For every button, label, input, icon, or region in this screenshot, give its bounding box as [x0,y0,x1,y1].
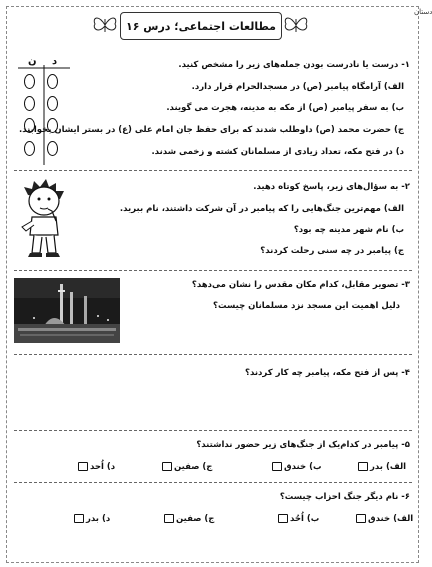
q5-option-d-label: د) اُحد [90,462,116,472]
false-circle-b[interactable] [24,96,35,111]
q5-option-c-label: ج) صفین [174,462,213,472]
section-divider [14,482,412,483]
section-divider [14,170,412,171]
q6-option-a-checkbox[interactable] [356,514,366,523]
q6-option-d-checkbox[interactable] [74,514,84,523]
q5-option-b[interactable] [270,462,322,472]
q1-item-a: الف) آرامگاه پیامبر (ص) در مسجدالحرام قرار دارد. [191,82,404,92]
q5-option-d[interactable] [76,462,115,472]
q1-item-d: د) در فتح مکه، تعداد زیادی از مسلمانان کشته و زخمی شدند. [151,147,404,157]
q6-option-c-label: ج) صفین [176,514,215,524]
q6-option-a-label: الف) خندق [368,514,414,524]
q5-option-b-label: ب) خندق [284,462,322,472]
q5-option-c-checkbox[interactable] [162,462,172,471]
true-column-header: د [52,56,58,67]
q5-option-d-checkbox[interactable] [78,462,88,471]
thinking-boy-illustration [16,177,72,259]
q6-option-d-label: د) بدر [86,514,111,524]
q2-item-b: ب) نام شهر مدینه چه بود؟ [293,225,404,235]
q5-option-a-label: الف) بدر [370,462,407,472]
q6-option-a[interactable] [354,514,413,524]
q6-option-b-label: ب) اُحُد [290,514,320,524]
section-divider [14,430,412,431]
page-title-frame [120,12,282,40]
q6-option-b-checkbox[interactable] [278,514,288,523]
page-title: مطالعات اجتماعی؛ درس ۱۶ [126,19,276,33]
false-circle-c[interactable] [24,118,35,133]
q5-option-a-checkbox[interactable] [358,462,368,471]
q5-title: ۵- پیامبر در کدام‌یک از جنگ‌های زیر حضور نداشتند؟ [196,440,410,450]
true-circle-a[interactable] [47,74,58,89]
q6-option-c[interactable] [162,514,214,524]
section-divider [14,270,412,271]
q6-option-d[interactable] [72,514,110,524]
false-circle-a[interactable] [24,74,35,89]
q2-item-c: ج) پیامبر در چه سنی رحلت کردند؟ [260,246,404,256]
q1-title: ۱- درست یا نادرست بودن جمله‌های زیر را مشخص کنید. [178,60,410,70]
q4-title: ۴- پس از فتح مکه، پیامبر چه کار کردند؟ [245,368,410,378]
q6-option-b[interactable] [276,514,319,524]
false-column-header: ن [28,56,37,67]
true-circle-b[interactable] [47,96,58,111]
q2-item-a: الف) مهم‌ترین جنگ‌هایی را که پیامبر در آن شرکت داشتند، نام ببرید. [119,204,404,214]
q5-option-c[interactable] [160,462,212,472]
q5-option-a[interactable] [356,462,406,472]
butterfly-icon-left [92,14,118,36]
q3-title: ۳- تصویر مقابل، کدام مکان مقدس را نشان می‌دهد؟ [191,280,410,290]
true-circle-c[interactable] [47,118,58,133]
mosque-photo [14,278,120,343]
q2-title: ۲- به سؤال‌های زیر، پاسخ کوتاه دهید. [253,182,410,192]
q1-item-c: ج) حضرت محمد (ص) داوطلب شدند که برای حفظ جان امام علی (ع) در بستر ایشان بخوابند. [19,125,404,135]
section-divider [14,354,412,355]
true-circle-d[interactable] [47,141,58,156]
butterfly-icon-right [283,14,309,36]
q1-item-b: ب) به سفر پیامبر (ص) از مکه به مدینه، هجرت می گویند. [166,103,404,113]
false-circle-d[interactable] [24,141,35,156]
q6-option-c-checkbox[interactable] [164,514,174,523]
q6-title: ۶- نام دیگر جنگ احزاب چیست؟ [279,492,410,502]
corner-text: دستان [414,8,432,16]
q3-subquestion: دلیل اهمیت این مسجد نزد مسلمانان چیست؟ [213,301,400,311]
q5-option-b-checkbox[interactable] [272,462,282,471]
